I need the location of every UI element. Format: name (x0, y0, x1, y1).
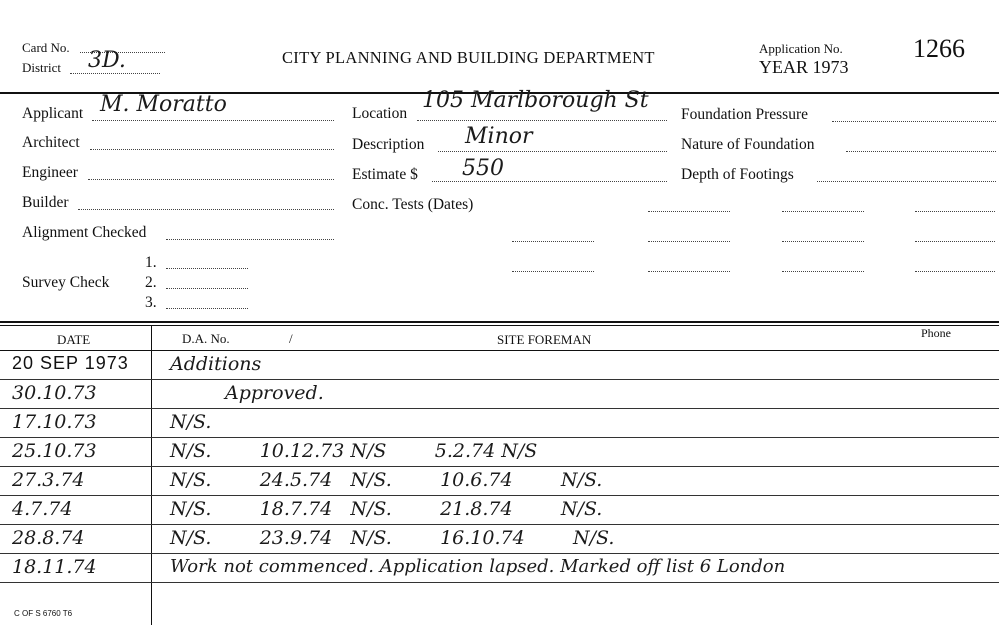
table-row (0, 554, 999, 583)
table-top-rule-inner (0, 325, 999, 326)
location-label: Location (352, 105, 408, 122)
application-number: 1266 (913, 34, 965, 63)
engineer-field (88, 179, 334, 180)
row-date: 28.8.74 (12, 527, 85, 549)
conc-test-blank (512, 241, 594, 242)
row-entry: Work not commenced. Application lapsed. Marked off list 6 London (170, 556, 786, 577)
builder-label: Builder (22, 194, 69, 211)
survey-field-3 (166, 308, 248, 309)
row-entry: N/S. 10.12.73 N/S 5.2.74 N/S (170, 440, 538, 462)
conc-test-blank (648, 211, 730, 212)
table-row (0, 380, 999, 409)
applicant-field (92, 120, 334, 121)
da-no-header: D.A. No. (182, 331, 230, 346)
table-row (0, 409, 999, 438)
row-entry: Approved. (225, 382, 324, 404)
survey-label: Survey Check (22, 274, 110, 291)
survey-field-1 (166, 268, 248, 269)
application-no-label: Application No. (759, 41, 843, 56)
depth-of-footings-label: Depth of Footings (681, 166, 794, 183)
builder-field (78, 209, 334, 210)
foundation-pressure-field (832, 121, 996, 122)
conc-test-blank (915, 271, 995, 272)
conc-test-blank (648, 271, 730, 272)
phone-header: Phone (921, 326, 951, 340)
row-date: 25.10.73 (12, 440, 97, 462)
survey-item-1: 1. (145, 254, 157, 271)
row-entry: N/S. 18.7.74 N/S. 21.8.74 N/S. (170, 498, 603, 520)
da-slash: / (289, 331, 293, 346)
nature-of-foundation-label: Nature of Foundation (681, 136, 815, 153)
description-value: Minor (465, 124, 533, 149)
applicant-label: Applicant (22, 105, 84, 122)
alignment-label: Alignment Checked (22, 224, 147, 241)
row-date: 4.7.74 (12, 498, 73, 520)
foundation-pressure-label: Foundation Pressure (681, 106, 809, 123)
row-entry: N/S. 23.9.74 N/S. 16.10.74 N/S. (170, 527, 615, 549)
conc-test-blank (782, 271, 864, 272)
row-date: 17.10.73 (12, 411, 97, 433)
alignment-field (166, 239, 334, 240)
description-field (438, 151, 667, 152)
row-entry: Additions (170, 353, 262, 375)
district-value: 3D. (88, 48, 126, 73)
architect-field (90, 149, 334, 150)
conc-test-blank (648, 241, 730, 242)
table-row (0, 438, 999, 467)
year-label: YEAR 1973 (759, 57, 849, 77)
estimate-value: 550 (462, 156, 504, 181)
conc-test-blank (512, 271, 594, 272)
survey-item-2: 2. (145, 274, 157, 291)
district-field (70, 73, 160, 74)
row-date: 20 SEP 1973 (12, 353, 129, 373)
conc-test-blank (782, 211, 864, 212)
table-row (0, 496, 999, 525)
site-foreman-header: SITE FOREMAN (497, 332, 592, 347)
conc-test-blank (915, 241, 995, 242)
depth-of-footings-field (817, 181, 996, 182)
card-no-label: Card No. (22, 40, 70, 55)
nature-of-foundation-field (846, 151, 996, 152)
survey-item-3: 3. (145, 294, 157, 311)
estimate-label: Estimate $ (352, 166, 418, 183)
table-row (0, 351, 999, 380)
conc-test-blank (915, 211, 995, 212)
date-header: DATE (57, 332, 91, 347)
department-title: CITY PLANNING AND BUILDING DEPARTMENT (282, 48, 655, 67)
survey-field-2 (166, 288, 248, 289)
form-code: C OF S 6760 T6 (14, 609, 73, 618)
table-row (0, 467, 999, 496)
description-label: Description (352, 136, 425, 153)
row-entry: N/S. (170, 411, 212, 433)
row-date: 30.10.73 (12, 382, 97, 404)
conc-tests-label: Conc. Tests (Dates) (352, 196, 474, 213)
engineer-label: Engineer (22, 164, 78, 181)
location-field (417, 120, 667, 121)
row-date: 27.3.74 (12, 469, 85, 491)
row-date: 18.11.74 (12, 556, 97, 578)
conc-test-blank (782, 241, 864, 242)
applicant-value: M. Moratto (100, 92, 227, 117)
location-value: 105 Marlborough St (422, 88, 649, 113)
district-label: District (22, 60, 61, 75)
architect-label: Architect (22, 134, 80, 151)
row-entry: N/S. 24.5.74 N/S. 10.6.74 N/S. (170, 469, 603, 491)
estimate-field (432, 181, 667, 182)
table-row (0, 525, 999, 554)
table-top-rule (0, 321, 999, 323)
